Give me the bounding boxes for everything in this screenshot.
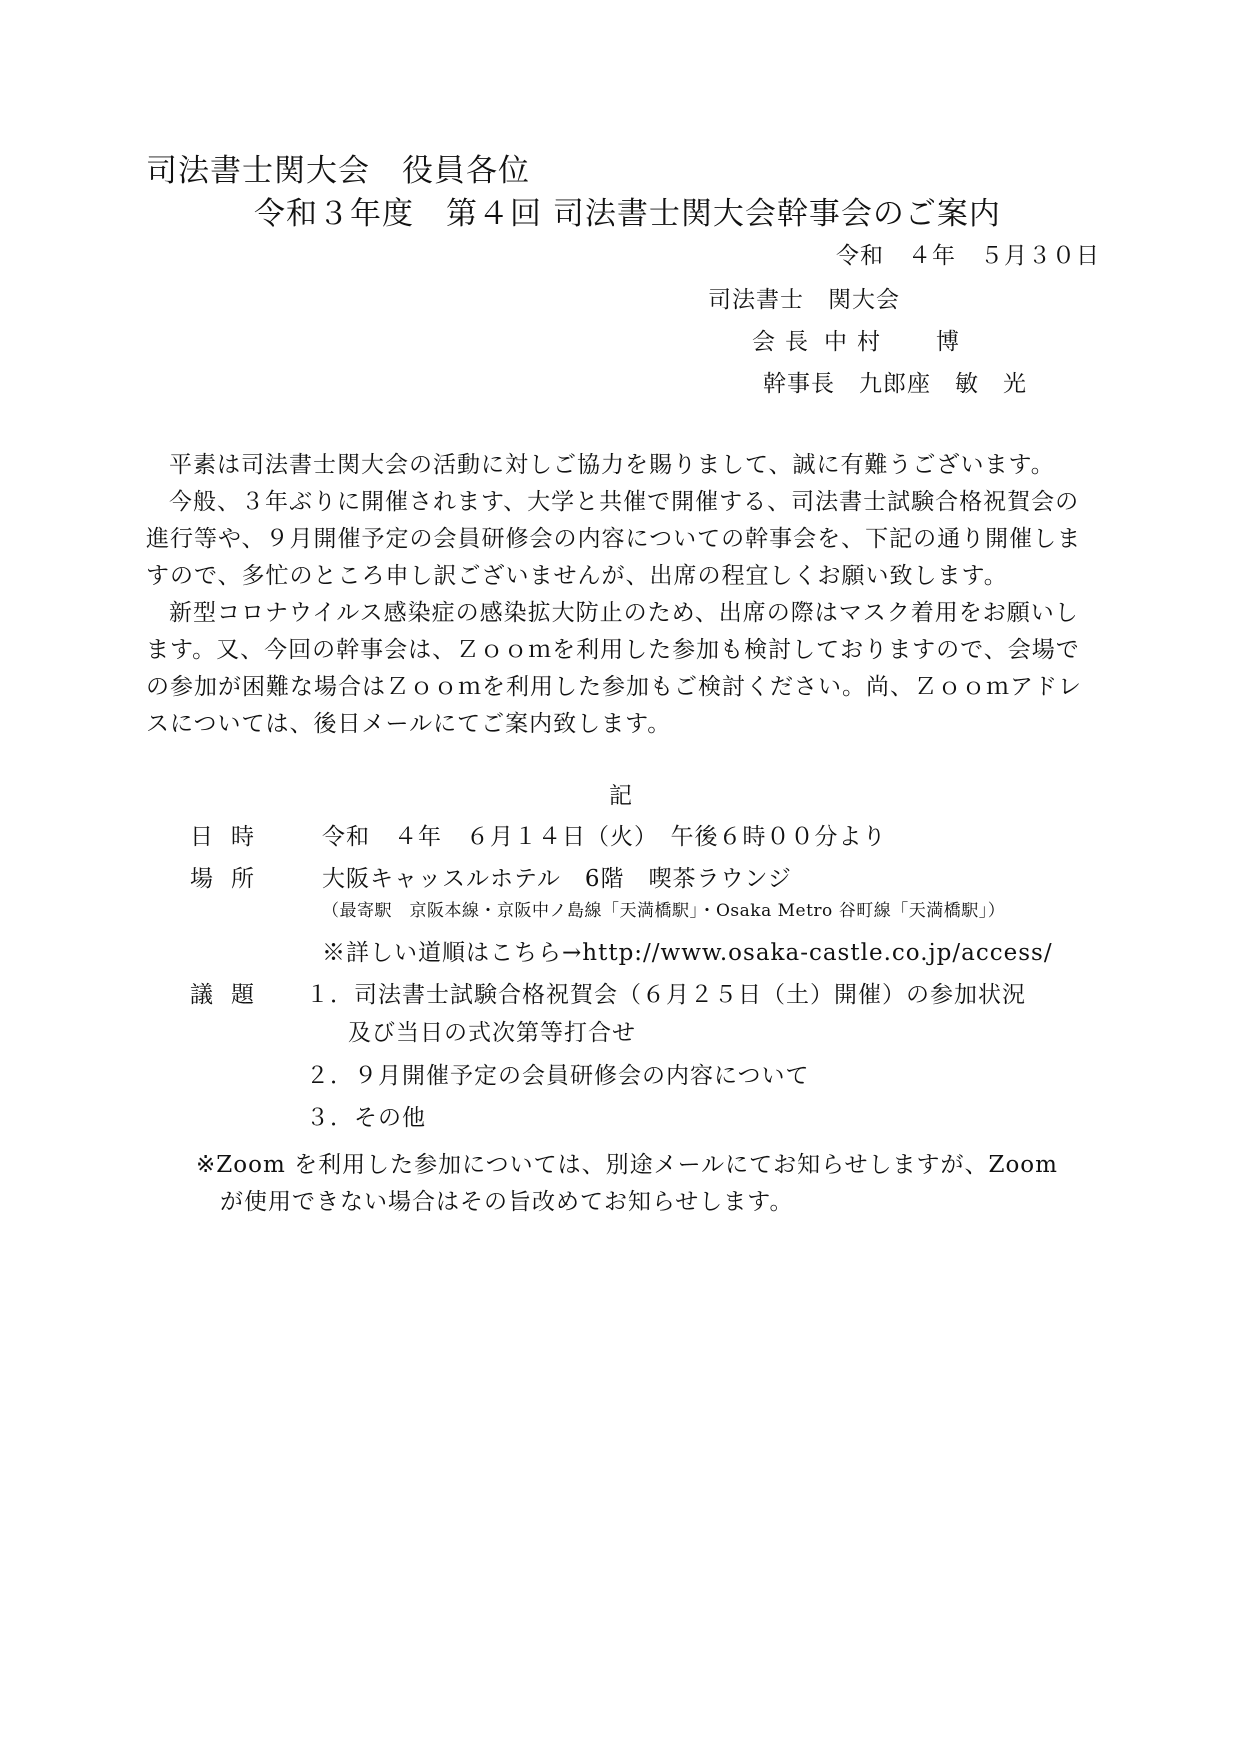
zoom-note-line-2: が使用できない場合はその旨改めてお知らせします。 (220, 1189, 794, 1215)
agenda-item-1-continued: 及び当日の式次第等打合せ (348, 1020, 636, 1046)
agenda-item-3: ３．その他 (306, 1105, 426, 1131)
agenda-label: 議題 (190, 982, 272, 1008)
place-label: 場所 (190, 866, 272, 892)
paragraph-greeting: 平素は司法書士関大会の活動に対しご協力を賜りまして、誠に有難うございます。 (169, 452, 1055, 478)
zoom-note-line-1: ※Zoom を利用した参加については、別途メールにてお知らせしますが、Zoom (196, 1152, 1058, 1178)
issue-date: 令和 ４年 ５月３０日 (836, 243, 1100, 269)
president-role: 会長 (752, 329, 818, 355)
addressee: 司法書士関大会 役員各位 (146, 153, 530, 189)
zoom-note (196, 1147, 1096, 1221)
place-value: 大阪キャッスルホテル 6階 喫茶ラウンジ (322, 866, 792, 892)
datetime-value: 令和 ４年 ６月１４日（火） 午後６時００分より (322, 824, 887, 850)
paragraph-covid-zoom: 新型コロナウイルス感染症の感染拡大防止のため、出席の際はマスク着用をお願いします。又、今回の幹事会は、Ｚｏｏｍを利用した参加も検討しておりますので、会場での参加が困難な場合はＺｏｏｍを利用した参加もご検討ください。尚、Ｚｏｏｍアドレスについては、後日メールにてご案内致します。 (146, 600, 1082, 737)
agenda-item-1: １．司法書士試験合格祝賀会（６月２５日（土）開催）の参加状況 (306, 982, 1026, 1008)
president-name-family: 中村 (824, 329, 890, 355)
ki-heading: 記 (609, 783, 632, 809)
agenda-item-2: ２．９月開催予定の会員研修会の内容について (306, 1063, 810, 1089)
nearest-station: （最寄駅 京阪本線・京阪中ノ島線「天満橋駅」・Osaka Metro 谷町線「天満橋駅」） (322, 901, 1006, 921)
secretary-general: 幹事長 九郎座 敏 光 (763, 371, 1027, 397)
directions-link: ※詳しい道順はこちら→http://www.osaka-castle.co.jp/access/ (322, 940, 1053, 966)
letter-body (146, 447, 1096, 743)
document-title: 令和３年度 第４回 司法書士関大会幹事会のご案内 (254, 196, 1001, 232)
president-name-given: 博 (936, 329, 959, 355)
organization-name: 司法書士 関大会 (708, 287, 900, 313)
president-line (752, 331, 959, 354)
datetime-label: 日時 (190, 824, 272, 850)
paragraph-meeting-notice: 今般、３年ぶりに開催されます、大学と共催で開催する、司法書士試験合格祝賀会の進行等や、９月開催予定の会員研修会の内容についての幹事会を、下記の通り開催しますので、多忙のところ申し訳ございませんが、出席の程宜しくお願い致します。 (146, 489, 1082, 589)
